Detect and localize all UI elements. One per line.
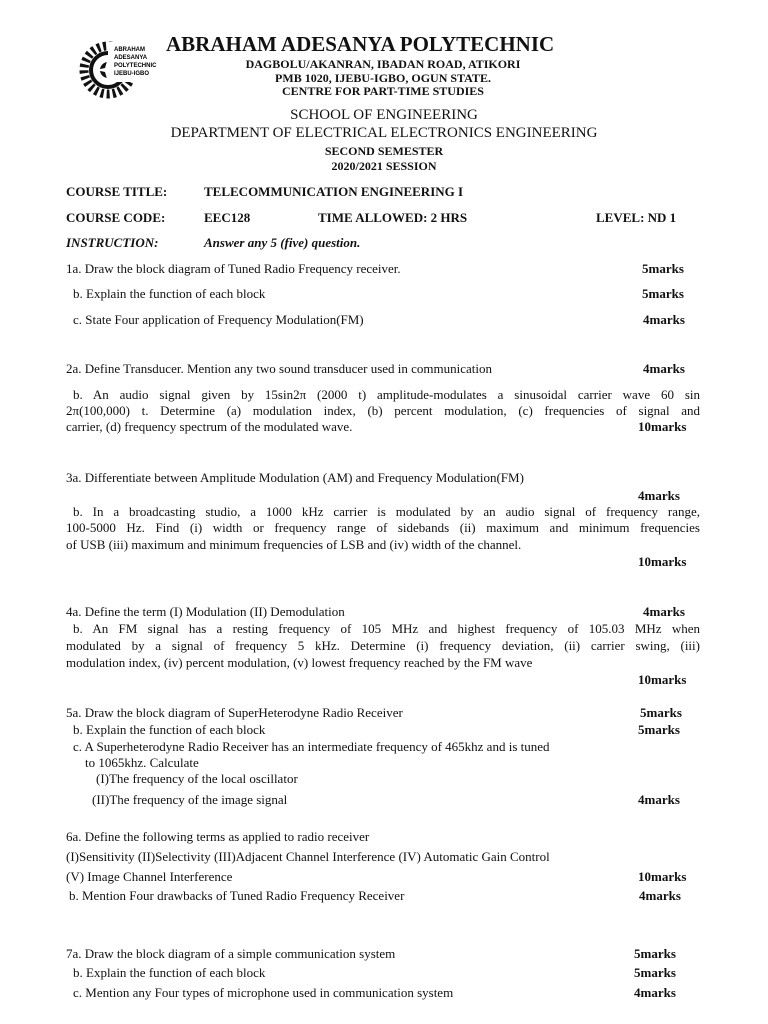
question-5c-line-2: to 1065khz. Calculate: [85, 755, 199, 770]
question-1a: 1a. Draw the block diagram of Tuned Radio Frequency receiver.: [66, 261, 401, 276]
question-3a-marks: 4marks: [638, 488, 680, 503]
question-6b: b. Mention Four drawbacks of Tuned Radio Frequency Receiver: [69, 888, 405, 903]
logo-line-2: ADESANYA: [114, 55, 148, 61]
logo-line-4: IJEBU-IGBO: [114, 71, 150, 77]
question-2a-marks: 4marks: [643, 361, 685, 376]
question-3b-line-1: b. In a broadcasting studio, a 1000 kHz carrier is modulated by an audio signal of frequency range,: [73, 504, 700, 519]
address-line-1: DAGBOLU/AKANRAN, IBADAN ROAD, ATIKORI: [245, 57, 521, 71]
logo-line-1: ABRAHAM: [114, 47, 145, 53]
address-line-2: PMB 1020, IJEBU-IGBO, OGUN STATE.: [275, 71, 491, 85]
level: LEVEL: ND 1: [596, 210, 677, 225]
school-name: SCHOOL OF ENGINEERING: [290, 107, 478, 123]
instruction-label: INSTRUCTION:: [66, 235, 159, 250]
question-5b-marks: 5marks: [638, 722, 680, 737]
question-1b: b. Explain the function of each block: [73, 286, 266, 301]
course-code-value: EEC128: [204, 210, 251, 225]
question-4b-marks: 10marks: [638, 672, 687, 687]
question-6a-marks: 10marks: [638, 869, 687, 884]
question-1c: c. State Four application of Frequency Modulation(FM): [73, 312, 364, 327]
question-5a: 5a. Draw the block diagram of SuperHeterodyne Radio Receiver: [66, 705, 403, 720]
department-name: DEPARTMENT OF ELECTRICAL ELECTRONICS ENGINEERING: [170, 125, 598, 141]
question-4b-line-1: b. An FM signal has a resting frequency of 105 MHz and highest frequency of 105.03 MHz when: [73, 621, 700, 636]
question-5c-line-3: (I)The frequency of the local oscillator: [96, 771, 298, 786]
question-6a-line-2: (I)Sensitivity (II)Selectivity (III)Adjacent Channel Interference (IV) Automatic Gain Control: [66, 849, 550, 864]
question-6b-marks: 4marks: [639, 888, 681, 903]
question-6a-line-1: 6a. Define the following terms as applied to radio receiver: [66, 829, 370, 844]
question-7b: b. Explain the function of each block: [73, 965, 266, 980]
question-3b-line-2: 100-5000 Hz. Find (i) width or frequency range of sidebands (ii) maximum and minimum frequencies: [66, 520, 700, 535]
question-4b-line-2: modulated by a signal of frequency 5 kHz. Determine (i) frequency deviation, (ii) carrier swing, (iii): [66, 638, 700, 653]
question-5c-line-4: (II)The frequency of the image signal: [92, 792, 288, 807]
question-4a: 4a. Define the term (I) Modulation (II) Demodulation: [66, 604, 345, 619]
question-3a: 3a. Differentiate between Amplitude Modulation (AM) and Frequency Modulation(FM): [66, 470, 524, 485]
institution-name: ABRAHAM ADESANYA POLYTECHNIC: [166, 32, 555, 56]
question-1c-marks: 4marks: [643, 312, 685, 327]
question-7b-marks: 5marks: [634, 965, 676, 980]
question-1b-marks: 5marks: [642, 286, 684, 301]
question-7c: c. Mention any Four types of microphone used in communication system: [73, 985, 454, 1000]
question-2b-marks: 10marks: [638, 419, 687, 434]
course-title-label: COURSE TITLE:: [66, 184, 168, 199]
question-5c-marks: 4marks: [638, 792, 680, 807]
question-7a: 7a. Draw the block diagram of a simple communication system: [66, 946, 396, 961]
question-4b-line-3: modulation index, (iv) percent modulation, (v) lowest frequency reached by the FM wave: [66, 655, 533, 670]
question-1a-marks: 5marks: [642, 261, 684, 276]
semester: SECOND SEMESTER: [324, 144, 444, 158]
question-7a-marks: 5marks: [634, 946, 676, 961]
time-allowed: TIME ALLOWED: 2 HRS: [318, 210, 468, 225]
question-2a: 2a. Define Transducer. Mention any two sound transducer used in communication: [66, 361, 493, 376]
logo-line-3: POLYTECHNIC: [114, 63, 157, 69]
gear-emblem-icon: [74, 30, 170, 108]
polytechnic-logo: [74, 30, 170, 108]
course-code-label: COURSE CODE:: [66, 210, 166, 225]
question-2b-line-2: 2π(100,000) t. Determine (a) modulation index, (b) percent modulation, (c) frequencies of signal and: [66, 403, 700, 418]
course-title-value: TELECOMMUNICATION ENGINEERING I: [204, 184, 464, 199]
session: 2020/2021 SESSION: [331, 159, 437, 173]
question-3b-line-3: of USB (iii) maximum and minimum frequencies of LSB and (iv) width of the channel.: [66, 537, 522, 552]
question-5c-line-1: c. A Superheterodyne Radio Receiver has an intermediate frequency of 465khz and is tuned: [73, 739, 550, 754]
question-5a-marks: 5marks: [640, 705, 682, 720]
question-6a-line-3: (V) Image Channel Interference: [66, 869, 233, 884]
instruction-value: Answer any 5 (five) question.: [204, 235, 361, 250]
question-7c-marks: 4marks: [634, 985, 676, 1000]
question-5b: b. Explain the function of each block: [73, 722, 266, 737]
question-3b-marks: 10marks: [638, 554, 687, 569]
question-4a-marks: 4marks: [643, 604, 685, 619]
centre-name: CENTRE FOR PART-TIME STUDIES: [282, 84, 484, 98]
question-2b-line-1: b. An audio signal given by 15sin2π (2000 t) amplitude-modulates a sinusoidal carrier wave 60 sin: [73, 387, 700, 402]
question-2b-line-3: carrier, (d) frequency spectrum of the modulated wave.: [66, 419, 353, 434]
